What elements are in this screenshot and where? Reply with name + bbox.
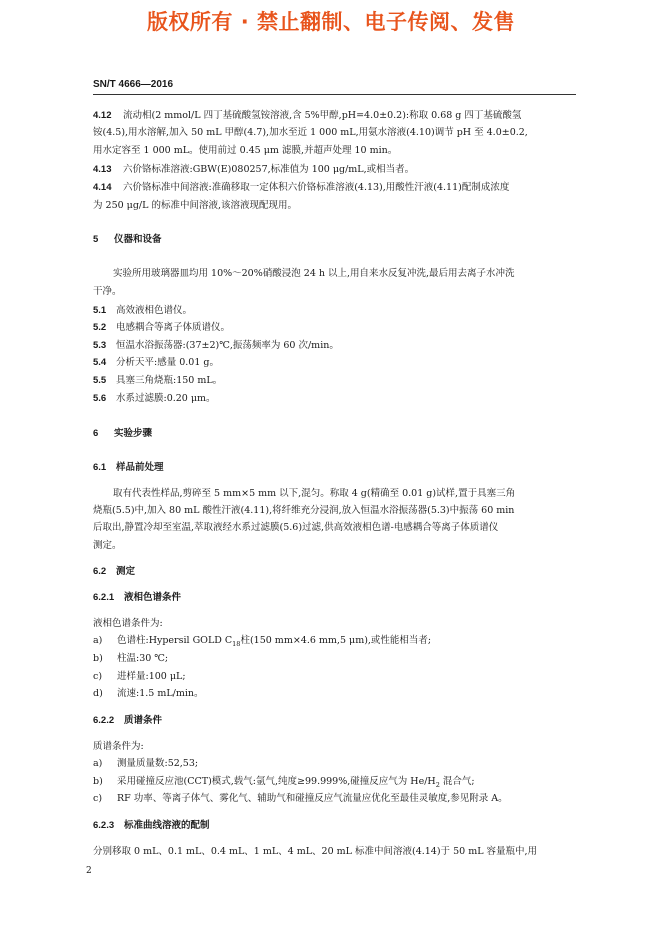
- standard-code: SN/T 4666—2016: [93, 79, 174, 90]
- section-6-heading: 6 实验步骤: [93, 428, 153, 439]
- section-6-2-3-heading: 6.2.3 标准曲线溶液的配制: [93, 820, 210, 831]
- section-6-1-line-3: 后取出,静置冷却至室温,萃取液经水系过滤膜(5.6)过滤,供高效液相色谱-电感耦合等离子体质谱仪: [93, 522, 499, 533]
- clause-4-12-line-1: 4.12 流动相(2 mmol/L 四丁基硫酸氢铵溶液,含 5%甲醇,pH=4.0±0.2):称取 0.68 g 四丁基硫酸氢: [93, 110, 522, 121]
- section-6-1-line-1: 取有代表性样品,剪碎至 5 mm×5 mm 以下,混匀。称取 4 g(精确至 0.01 g)试样,置于具塞三角: [113, 488, 516, 499]
- section-6-2-3-line-1: 分别移取 0 mL、0.1 mL、0.4 mL、1 mL、4 mL、20 mL 标准中间溶液(4.14)于 50 mL 容量瓶中,用: [93, 846, 538, 857]
- section-5-intro-line-2: 干净。: [93, 286, 122, 297]
- clause-number: 5.1: [93, 305, 107, 316]
- section-5-intro-line-1: 实验所用玻璃器皿均用 10%～20%硝酸浸泡 24 h 以上,用自来水反复冲洗,最后用去离子水冲洗: [113, 268, 515, 279]
- clause-5-4: 5.4 分析天平:感量 0.01 g。: [93, 357, 219, 368]
- clause-5-2: 5.2 电感耦合等离子体质谱仪。: [93, 322, 231, 333]
- lc-condition-a: a) 色谱柱:Hypersil GOLD $C_{18}$柱(150 mm×4.6 mm,5 μm),或性能相当者;: [93, 635, 432, 648]
- clause-number: 5.2: [93, 322, 107, 333]
- header-rule: [93, 94, 576, 95]
- lc-conditions-intro: 液相色谱条件为:: [93, 618, 163, 629]
- clause-number: 4.12: [93, 110, 112, 121]
- ms-condition-a: a) 测量质量数:52,53;: [93, 758, 199, 769]
- lc-condition-d: d) 流速:1.5 mL/min。: [93, 688, 204, 699]
- clause-number: 4.14: [93, 182, 112, 193]
- ms-condition-c: c) RF 功率、等离子体气、雾化气、辅助气和碰撞反应气流量应优化至最佳灵敏度,参见附录 A。: [93, 793, 508, 804]
- clause-number: 5.5: [93, 375, 107, 386]
- ms-condition-b: b) 采用碰撞反应池(CCT)模式,载气:氩气,纯度≥99.999%,碰撞反应气为 $He/H_2$ 混合气;: [93, 776, 475, 789]
- lc-condition-c: c) 进样量:100 μL;: [93, 671, 186, 682]
- section-6-1-heading: 6.1 样品前处理: [93, 462, 164, 473]
- clause-4-13: 4.13 六价铬标准溶液:GBW(E)080257,标准值为 100 μg/mL,或相当者。: [93, 164, 415, 175]
- section-6-2-heading: 6.2 测定: [93, 566, 136, 577]
- clause-5-1: 5.1 高效液相色谱仪。: [93, 305, 193, 316]
- ms-conditions-intro: 质谱条件为:: [93, 741, 144, 752]
- page-number: 2: [86, 866, 92, 876]
- clause-5-3: 5.3 恒温水浴振荡器:(37±2)℃,振荡频率为 60 次/min。: [93, 340, 339, 351]
- clause-4-12-line-2: 铵(4.5),用水溶解,加入 50 mL 甲醇(4.7),加水至近 1 000 mL,用氨水溶液(4.10)调节 pH 至 4.0±0.2,: [93, 127, 528, 138]
- section-6-2-2-heading: 6.2.2 质谱条件: [93, 715, 163, 726]
- section-6-1-line-4: 测定。: [93, 540, 122, 551]
- clause-4-14-line-1: 4.14 六价铬标准中间溶液:准确移取一定体积六价铬标准溶液(4.13),用酸性汗液(4.11)配制成浓度: [93, 182, 510, 193]
- section-6-1-line-2: 烧瓶(5.5)中,加入 80 mL 酸性汗液(4.11),将纤维充分浸润,放入恒温水浴振荡器(5.3)中振荡 60 min: [93, 505, 515, 516]
- clause-number: 4.13: [93, 164, 112, 175]
- clause-4-12-line-3: 用水定容至 1 000 mL。使用前过 0.45 μm 滤膜,并超声处理 10 min。: [93, 145, 398, 156]
- lc-condition-b: b) 柱温:30 ℃;: [93, 653, 169, 664]
- copyright-watermark: 版权所有 · 禁止翻制、电子传阅、发售: [146, 10, 516, 34]
- clause-number: 5.3: [93, 340, 107, 351]
- clause-number: 5.4: [93, 357, 107, 368]
- clause-number: 5.6: [93, 393, 107, 404]
- clause-4-14-line-2: 为 250 μg/L 的标准中间溶液,该溶液现配现用。: [93, 200, 297, 211]
- section-6-2-1-heading: 6.2.1 液相色谱条件: [93, 592, 182, 603]
- clause-5-6: 5.6 水系过滤膜:0.20 μm。: [93, 393, 216, 404]
- clause-5-5: 5.5 具塞三角烧瓶:150 mL。: [93, 375, 223, 386]
- section-5-heading: 5 仪器和设备: [93, 234, 162, 245]
